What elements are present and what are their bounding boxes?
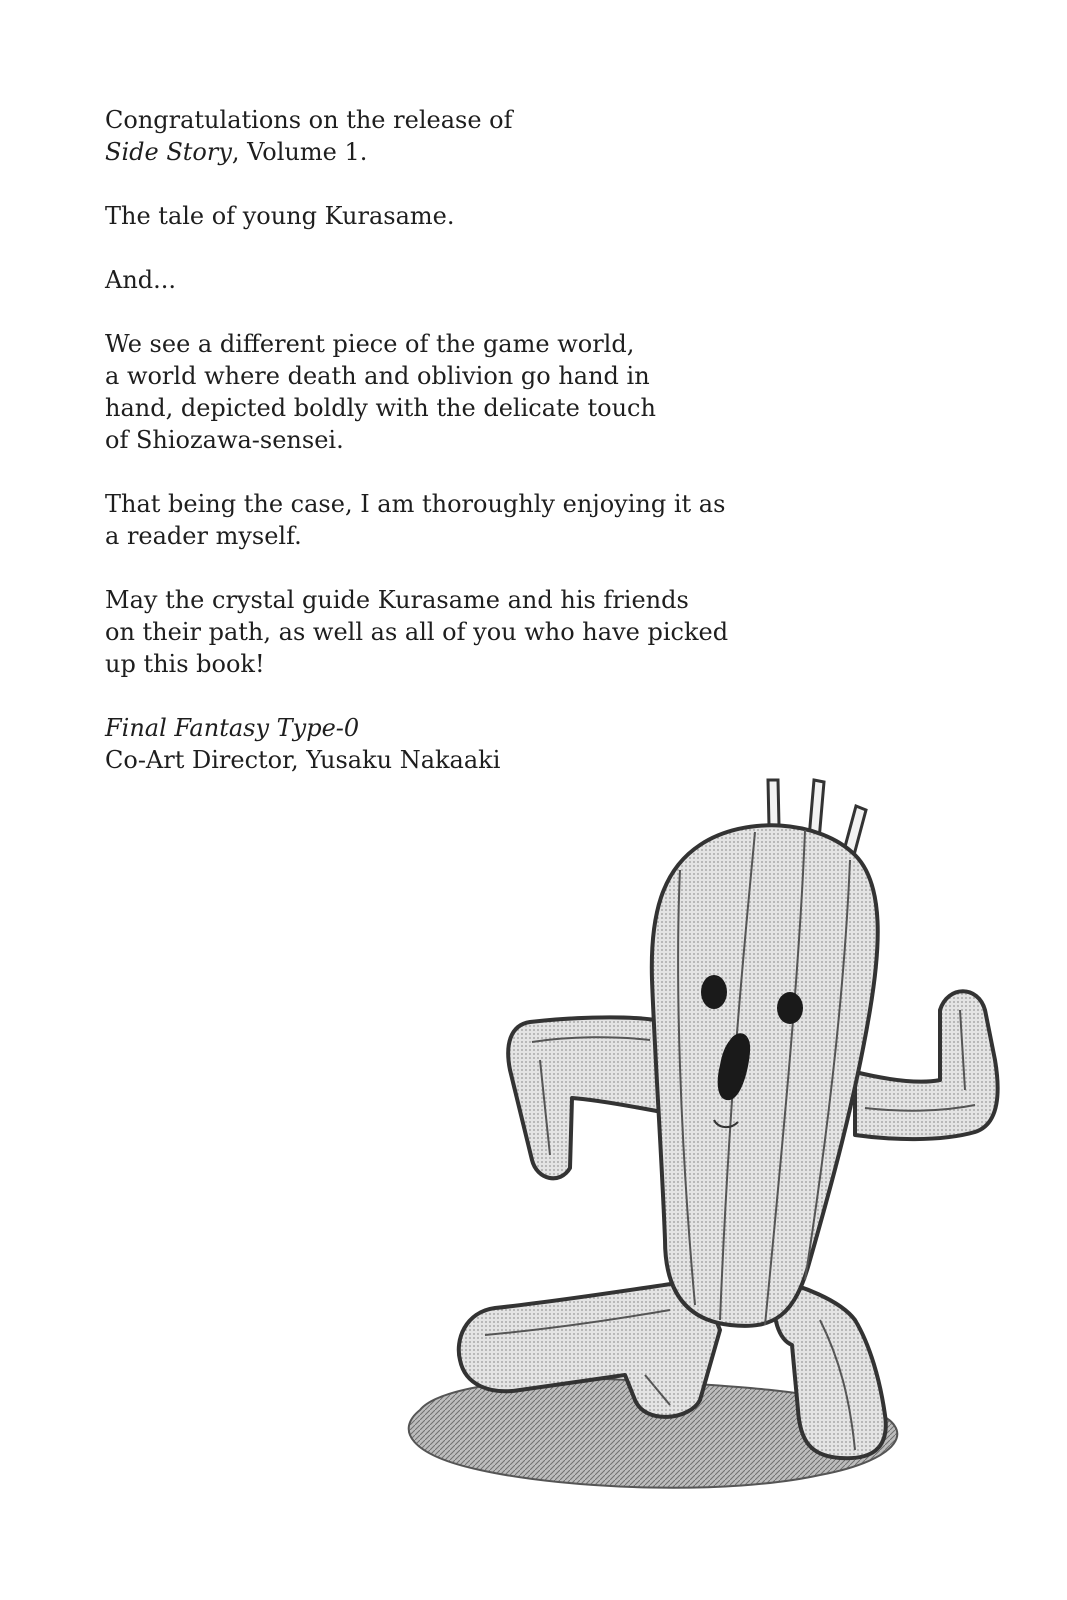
game-world-line-4: of Shiozawa-sensei. [105,426,344,454]
right-arm [855,991,998,1139]
left-arm [508,1017,662,1178]
credit-line: Co-Art Director, Yusaku Nakaaki [105,746,501,774]
tale-line: The tale of young Kurasame. [105,202,455,230]
crystal-line-2: on their path, as well as all of you who have picked [105,618,729,646]
game-world-line-3: hand, depicted boldly with the delicate touch [105,394,656,422]
congratulations-line-1: Congratulations on the release of [105,106,513,134]
paragraph-and [105,264,745,296]
paragraph-tale [105,200,745,232]
book-title: Side Story [105,138,232,166]
cactuar-body [652,825,878,1326]
paragraph-crystal [105,584,745,680]
left-eye [701,975,727,1009]
right-eye [777,992,803,1024]
volume-text: , Volume 1. [231,138,368,166]
cactuar-illustration [400,760,1040,1600]
paragraph-game-world [105,328,745,456]
crystal-line-1: May the crystal guide Kurasame and his friends [105,586,689,614]
crystal-line-3: up this book! [105,650,265,678]
paragraph-congratulations [105,104,745,168]
and-line: And... [105,266,177,294]
paragraph-reader [105,488,745,552]
letter-text [105,104,745,776]
reader-line-2: a reader myself. [105,522,302,550]
reader-line-1: That being the case, I am thoroughly enjoying it as [105,490,726,518]
game-world-line-1: We see a different piece of the game world, [105,330,635,358]
congratulations-line-2 [105,136,745,168]
game-world-line-2: a world where death and oblivion go hand in [105,362,650,390]
game-title: Final Fantasy Type-0 [105,714,360,742]
